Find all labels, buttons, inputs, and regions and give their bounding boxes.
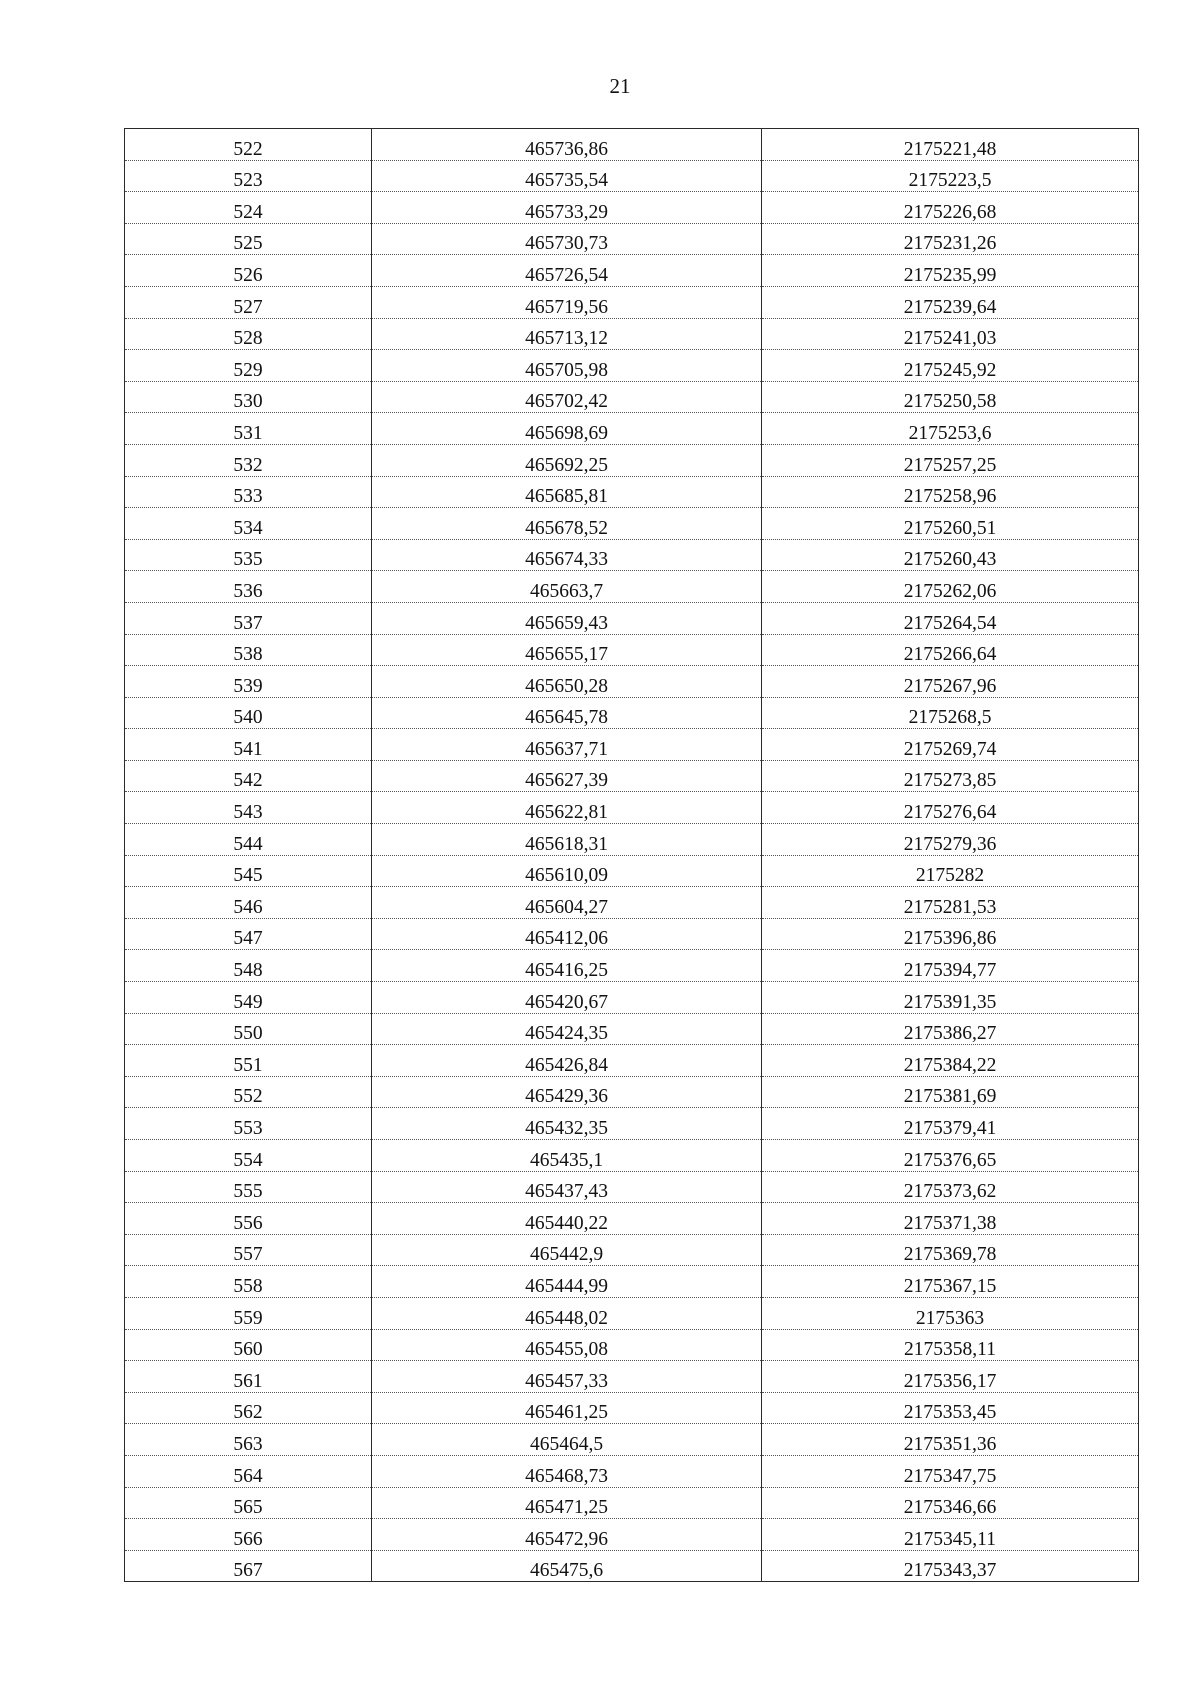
point-number-cell: 555 — [125, 1171, 372, 1203]
x-coordinate-cell: 465412,06 — [372, 918, 762, 950]
y-coordinate-cell: 2175257,25 — [762, 444, 1139, 476]
point-number-cell: 556 — [125, 1203, 372, 1235]
table-row — [125, 286, 1139, 318]
x-coordinate-cell: 465435,1 — [372, 1140, 762, 1172]
table-row — [125, 1045, 1139, 1077]
point-number-cell: 540 — [125, 697, 372, 729]
x-coordinate-cell: 465622,81 — [372, 792, 762, 824]
y-coordinate-cell: 2175373,62 — [762, 1171, 1139, 1203]
table-row — [125, 1392, 1139, 1424]
y-coordinate-cell: 2175346,66 — [762, 1487, 1139, 1519]
y-coordinate-cell: 2175376,65 — [762, 1140, 1139, 1172]
y-coordinate-cell: 2175266,64 — [762, 634, 1139, 666]
point-number-cell: 541 — [125, 729, 372, 761]
y-coordinate-cell: 2175391,35 — [762, 982, 1139, 1014]
point-number-cell: 534 — [125, 508, 372, 540]
point-number-cell: 547 — [125, 918, 372, 950]
y-coordinate-cell: 2175358,11 — [762, 1329, 1139, 1361]
y-coordinate-cell: 2175351,36 — [762, 1424, 1139, 1456]
x-coordinate-cell: 465730,73 — [372, 223, 762, 255]
table-row — [125, 1203, 1139, 1235]
table-row — [125, 760, 1139, 792]
point-number-cell: 548 — [125, 950, 372, 982]
x-coordinate-cell: 465698,69 — [372, 413, 762, 445]
point-number-cell: 549 — [125, 982, 372, 1014]
point-number-cell: 561 — [125, 1361, 372, 1393]
x-coordinate-cell: 465719,56 — [372, 286, 762, 318]
y-coordinate-cell: 2175241,03 — [762, 318, 1139, 350]
x-coordinate-cell: 465655,17 — [372, 634, 762, 666]
y-coordinate-cell: 2175396,86 — [762, 918, 1139, 950]
x-coordinate-cell: 465448,02 — [372, 1297, 762, 1329]
table-row — [125, 318, 1139, 350]
x-coordinate-cell: 465627,39 — [372, 760, 762, 792]
table-row — [125, 444, 1139, 476]
y-coordinate-cell: 2175356,17 — [762, 1361, 1139, 1393]
x-coordinate-cell: 465685,81 — [372, 476, 762, 508]
y-coordinate-cell: 2175386,27 — [762, 1013, 1139, 1045]
x-coordinate-cell: 465461,25 — [372, 1392, 762, 1424]
table-row — [125, 413, 1139, 445]
x-coordinate-cell: 465726,54 — [372, 255, 762, 287]
x-coordinate-cell: 465733,29 — [372, 192, 762, 224]
y-coordinate-cell: 2175379,41 — [762, 1108, 1139, 1140]
point-number-cell: 525 — [125, 223, 372, 255]
x-coordinate-cell: 465468,73 — [372, 1455, 762, 1487]
table-row — [125, 1550, 1139, 1582]
table-row — [125, 855, 1139, 887]
table-row — [125, 918, 1139, 950]
table-row — [125, 1013, 1139, 1045]
x-coordinate-cell: 465471,25 — [372, 1487, 762, 1519]
x-coordinate-cell: 465457,33 — [372, 1361, 762, 1393]
y-coordinate-cell: 2175260,51 — [762, 508, 1139, 540]
point-number-cell: 552 — [125, 1076, 372, 1108]
table-row — [125, 1455, 1139, 1487]
point-number-cell: 563 — [125, 1424, 372, 1456]
y-coordinate-cell: 2175269,74 — [762, 729, 1139, 761]
table-row — [125, 350, 1139, 382]
table-row — [125, 1297, 1139, 1329]
x-coordinate-cell: 465416,25 — [372, 950, 762, 982]
x-coordinate-cell: 465426,84 — [372, 1045, 762, 1077]
x-coordinate-cell: 465674,33 — [372, 539, 762, 571]
page-number: 21 — [609, 74, 631, 98]
table-row — [125, 381, 1139, 413]
y-coordinate-cell: 2175371,38 — [762, 1203, 1139, 1235]
table-row — [125, 1076, 1139, 1108]
point-number-cell: 527 — [125, 286, 372, 318]
table-row — [125, 950, 1139, 982]
y-coordinate-cell: 2175273,85 — [762, 760, 1139, 792]
y-coordinate-cell: 2175343,37 — [762, 1550, 1139, 1582]
point-number-cell: 550 — [125, 1013, 372, 1045]
point-number-cell: 564 — [125, 1455, 372, 1487]
y-coordinate-cell: 2175384,22 — [762, 1045, 1139, 1077]
x-coordinate-cell: 465650,28 — [372, 666, 762, 698]
point-number-cell: 551 — [125, 1045, 372, 1077]
table-row — [125, 1361, 1139, 1393]
table-row — [125, 223, 1139, 255]
table-row — [125, 129, 1139, 161]
y-coordinate-cell: 2175363 — [762, 1297, 1139, 1329]
point-number-cell: 522 — [125, 129, 372, 161]
point-number-cell: 526 — [125, 255, 372, 287]
x-coordinate-cell: 465663,7 — [372, 571, 762, 603]
x-coordinate-cell: 465659,43 — [372, 602, 762, 634]
point-number-cell: 567 — [125, 1550, 372, 1582]
table-row — [125, 887, 1139, 919]
y-coordinate-cell: 2175369,78 — [762, 1234, 1139, 1266]
y-coordinate-cell: 2175250,58 — [762, 381, 1139, 413]
x-coordinate-cell: 465705,98 — [372, 350, 762, 382]
table-row — [125, 697, 1139, 729]
x-coordinate-cell: 465444,99 — [372, 1266, 762, 1298]
point-number-cell: 533 — [125, 476, 372, 508]
point-number-cell: 536 — [125, 571, 372, 603]
point-number-cell: 523 — [125, 160, 372, 192]
y-coordinate-cell: 2175258,96 — [762, 476, 1139, 508]
x-coordinate-cell: 465442,9 — [372, 1234, 762, 1266]
x-coordinate-cell: 465735,54 — [372, 160, 762, 192]
y-coordinate-cell: 2175282 — [762, 855, 1139, 887]
y-coordinate-cell: 2175226,68 — [762, 192, 1139, 224]
y-coordinate-cell: 2175264,54 — [762, 602, 1139, 634]
coordinates-table — [124, 128, 1139, 1582]
y-coordinate-cell: 2175260,43 — [762, 539, 1139, 571]
table-row — [125, 666, 1139, 698]
table-row — [125, 255, 1139, 287]
y-coordinate-cell: 2175281,53 — [762, 887, 1139, 919]
point-number-cell: 542 — [125, 760, 372, 792]
point-number-cell: 528 — [125, 318, 372, 350]
y-coordinate-cell: 2175268,5 — [762, 697, 1139, 729]
y-coordinate-cell: 2175221,48 — [762, 129, 1139, 161]
point-number-cell: 554 — [125, 1140, 372, 1172]
y-coordinate-cell: 2175279,36 — [762, 824, 1139, 856]
y-coordinate-cell: 2175394,77 — [762, 950, 1139, 982]
x-coordinate-cell: 465610,09 — [372, 855, 762, 887]
x-coordinate-cell: 465472,96 — [372, 1519, 762, 1551]
y-coordinate-cell: 2175231,26 — [762, 223, 1139, 255]
x-coordinate-cell: 465645,78 — [372, 697, 762, 729]
y-coordinate-cell: 2175353,45 — [762, 1392, 1139, 1424]
table-row — [125, 1487, 1139, 1519]
x-coordinate-cell: 465437,43 — [372, 1171, 762, 1203]
y-coordinate-cell: 2175267,96 — [762, 666, 1139, 698]
y-coordinate-cell: 2175262,06 — [762, 571, 1139, 603]
table-row — [125, 982, 1139, 1014]
y-coordinate-cell: 2175239,64 — [762, 286, 1139, 318]
point-number-cell: 535 — [125, 539, 372, 571]
y-coordinate-cell: 2175345,11 — [762, 1519, 1139, 1551]
table-row — [125, 1108, 1139, 1140]
x-coordinate-cell: 465424,35 — [372, 1013, 762, 1045]
point-number-cell: 545 — [125, 855, 372, 887]
point-number-cell: 530 — [125, 381, 372, 413]
table-row — [125, 1329, 1139, 1361]
table-row — [125, 508, 1139, 540]
point-number-cell: 537 — [125, 602, 372, 634]
table-row — [125, 729, 1139, 761]
table-row — [125, 476, 1139, 508]
point-number-cell: 565 — [125, 1487, 372, 1519]
x-coordinate-cell: 465637,71 — [372, 729, 762, 761]
table-row — [125, 602, 1139, 634]
point-number-cell: 566 — [125, 1519, 372, 1551]
y-coordinate-cell: 2175245,92 — [762, 350, 1139, 382]
table-row — [125, 1140, 1139, 1172]
table-row — [125, 192, 1139, 224]
point-number-cell: 562 — [125, 1392, 372, 1424]
x-coordinate-cell: 465420,67 — [372, 982, 762, 1014]
coordinates-table-body — [125, 129, 1139, 1582]
x-coordinate-cell: 465455,08 — [372, 1329, 762, 1361]
table-row — [125, 160, 1139, 192]
point-number-cell: 524 — [125, 192, 372, 224]
table-row — [125, 1234, 1139, 1266]
x-coordinate-cell: 465702,42 — [372, 381, 762, 413]
x-coordinate-cell: 465440,22 — [372, 1203, 762, 1235]
table-row — [125, 571, 1139, 603]
table-row — [125, 1519, 1139, 1551]
y-coordinate-cell: 2175347,75 — [762, 1455, 1139, 1487]
table-row — [125, 539, 1139, 571]
table-row — [125, 792, 1139, 824]
point-number-cell: 546 — [125, 887, 372, 919]
point-number-cell: 557 — [125, 1234, 372, 1266]
y-coordinate-cell: 2175381,69 — [762, 1076, 1139, 1108]
y-coordinate-cell: 2175276,64 — [762, 792, 1139, 824]
table-row — [125, 824, 1139, 856]
point-number-cell: 531 — [125, 413, 372, 445]
x-coordinate-cell: 465692,25 — [372, 444, 762, 476]
y-coordinate-cell: 2175367,15 — [762, 1266, 1139, 1298]
x-coordinate-cell: 465736,86 — [372, 129, 762, 161]
point-number-cell: 539 — [125, 666, 372, 698]
point-number-cell: 558 — [125, 1266, 372, 1298]
table-row — [125, 634, 1139, 666]
point-number-cell: 544 — [125, 824, 372, 856]
point-number-cell: 560 — [125, 1329, 372, 1361]
y-coordinate-cell: 2175253,6 — [762, 413, 1139, 445]
point-number-cell: 532 — [125, 444, 372, 476]
x-coordinate-cell: 465678,52 — [372, 508, 762, 540]
point-number-cell: 543 — [125, 792, 372, 824]
table-row — [125, 1266, 1139, 1298]
point-number-cell: 538 — [125, 634, 372, 666]
x-coordinate-cell: 465475,6 — [372, 1550, 762, 1582]
x-coordinate-cell: 465604,27 — [372, 887, 762, 919]
point-number-cell: 553 — [125, 1108, 372, 1140]
x-coordinate-cell: 465464,5 — [372, 1424, 762, 1456]
x-coordinate-cell: 465429,36 — [372, 1076, 762, 1108]
x-coordinate-cell: 465618,31 — [372, 824, 762, 856]
table-row — [125, 1424, 1139, 1456]
table-row — [125, 1171, 1139, 1203]
y-coordinate-cell: 2175223,5 — [762, 160, 1139, 192]
point-number-cell: 559 — [125, 1297, 372, 1329]
x-coordinate-cell: 465713,12 — [372, 318, 762, 350]
x-coordinate-cell: 465432,35 — [372, 1108, 762, 1140]
y-coordinate-cell: 2175235,99 — [762, 255, 1139, 287]
point-number-cell: 529 — [125, 350, 372, 382]
